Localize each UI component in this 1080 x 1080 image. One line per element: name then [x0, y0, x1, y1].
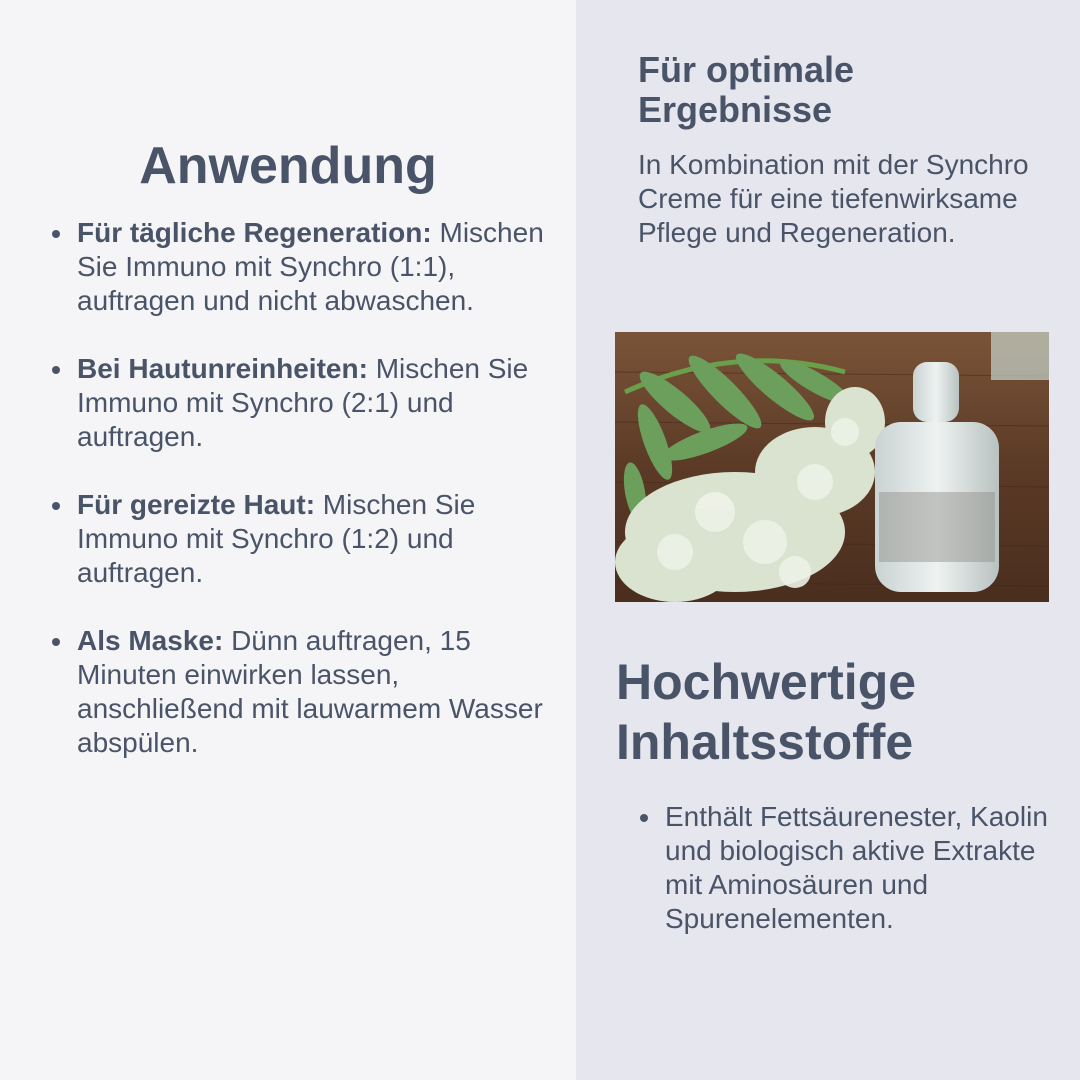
ingredients-heading: Hochwertige Inhaltsstoffe — [616, 654, 917, 770]
usage-item-text: Mischen Sie Immuno mit Synchro (1:2) und auftragen. — [77, 489, 476, 588]
usage-item-label: Bei Hautunreinheiten: — [77, 353, 368, 384]
usage-heading: Anwendung — [139, 137, 437, 195]
ingredient-item-text: Enthält Fettsäurenester, Kaolin und biologisch aktive Extrakte mit Aminosäuren und Spurenelementen. — [665, 801, 1048, 934]
bullet-icon — [52, 230, 60, 238]
usage-item — [48, 352, 558, 454]
usage-item-label: Für tägliche Regeneration: — [77, 217, 432, 248]
usage-item — [48, 624, 558, 760]
ingredient-item — [636, 800, 1076, 936]
usage-item — [48, 488, 558, 590]
usage-item — [48, 216, 558, 318]
optimal-results-text: In Kombination mit der Synchro Creme für eine tiefenwirksame Pflege und Regeneration. — [638, 149, 1029, 248]
bullet-icon — [52, 366, 60, 374]
usage-item-label: Für gereizte Haut: — [77, 489, 316, 520]
usage-item-text: Mischen Sie Immuno mit Synchro (1:1), auftragen und nicht abwaschen. — [77, 217, 544, 316]
usage-item-text: Dünn auftragen, 15 Minuten einwirken lassen, anschließend mit lauwarmem Wasser abspülen. — [77, 625, 543, 758]
bullet-icon — [52, 638, 60, 646]
usage-list — [48, 216, 558, 794]
usage-item-text: Mischen Sie Immuno mit Synchro (2:1) und auftragen. — [77, 353, 529, 452]
usage-item-label: Als Maske: — [77, 625, 224, 656]
product-photo — [615, 332, 1049, 602]
ingredients-list — [636, 800, 1076, 970]
optimal-results-heading: Für optimale Ergebnisse — [638, 49, 855, 130]
bullet-icon — [640, 814, 648, 822]
bullet-icon — [52, 502, 60, 510]
